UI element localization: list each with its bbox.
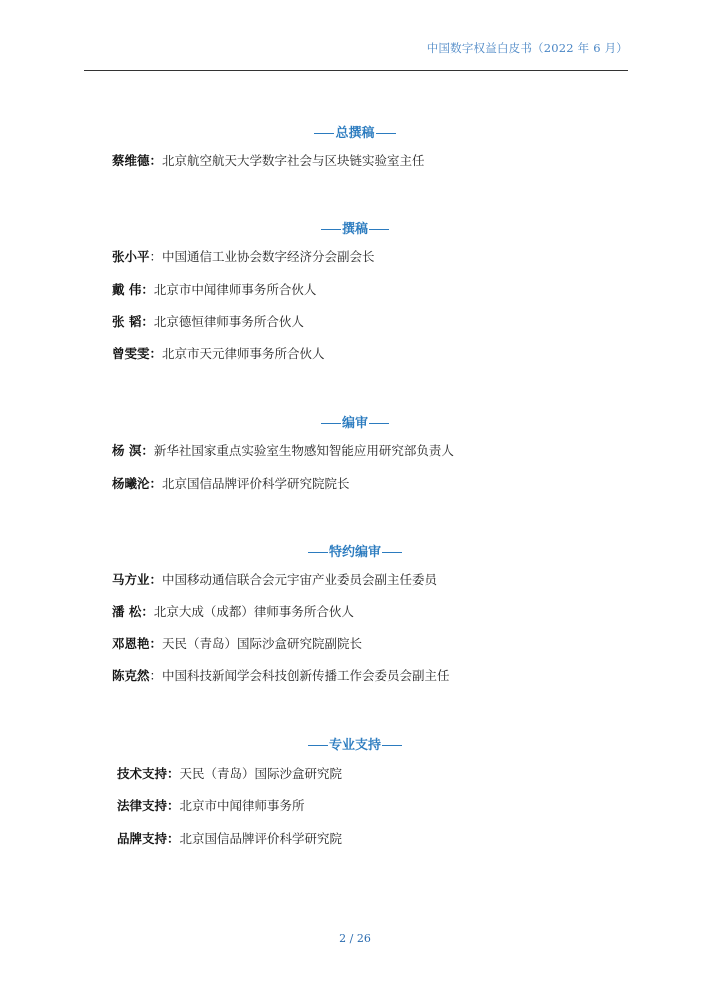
title-dash-left (314, 133, 334, 135)
credit-entry (112, 314, 304, 330)
credit-role: 中国移动通信联合会元宇宙产业委员会副主任委员 (162, 572, 438, 587)
section-title-text: 专业支持 (328, 738, 381, 753)
credit-name: 潘 松： (112, 604, 154, 619)
credit-name: 曾雯雯： (112, 346, 163, 361)
title-dash-right (382, 552, 402, 554)
credit-role: 北京国信品牌评价科学研究院院长 (162, 476, 350, 491)
credit-entry (117, 831, 342, 847)
credit-role: ：中国通信工业协会数字经济分会副会长 (149, 249, 375, 264)
section-title-text: 特约编审 (328, 545, 381, 560)
credit-entry (117, 798, 305, 814)
credit-name: 杨曦沦： (112, 476, 163, 491)
credit-name: 邓恩艳： (112, 636, 163, 651)
credit-name: 杨 溟： (112, 443, 154, 458)
credit-entry (112, 153, 425, 169)
section-title-chief-writer (0, 122, 710, 141)
credit-entry (112, 282, 316, 298)
credit-role: 天民（青岛）国际沙盒研究院副院长 (162, 636, 363, 651)
credit-name: 张小平 (112, 249, 150, 264)
credit-role: 北京市中闻律师事务所合伙人 (153, 282, 317, 297)
header-divider (84, 70, 628, 71)
credit-entry (117, 766, 342, 782)
title-dash-left (308, 745, 328, 747)
credit-name: 戴 伟： (112, 282, 154, 297)
document-header: 中国数字权益白皮书（2022 年 6 月） (426, 41, 628, 55)
title-dash-left (321, 229, 341, 231)
credit-role: 北京市天元律师事务所合伙人 (162, 346, 325, 361)
credit-role: ：中国科技新闻学会科技创新传播工作会委员会副主任 (149, 668, 450, 683)
credit-name: 张 韬： (112, 314, 154, 329)
credit-name: 技术支持： (117, 766, 180, 781)
credit-entry (112, 636, 362, 652)
credit-role: 新华社国家重点实验室生物感知智能应用研究部负责人 (153, 443, 454, 458)
section-title-text: 总撰稿 (335, 126, 375, 141)
section-title-text: 编审 (341, 416, 368, 431)
credit-entry (112, 346, 325, 362)
credit-entry (112, 572, 437, 588)
credit-entry (112, 476, 350, 492)
section-title-special-editors (0, 541, 710, 560)
credit-name: 陈克然 (112, 668, 150, 683)
credit-name: 法律支持： (117, 798, 180, 813)
title-dash-right (382, 745, 402, 747)
section-title-editors (0, 412, 710, 431)
credit-name: 蔡维德： (112, 153, 163, 168)
credit-role: 天民（青岛）国际沙盒研究院 (179, 766, 343, 781)
credit-role: 北京航空航天大学数字社会与区块链实验室主任 (162, 153, 425, 168)
title-dash-right (369, 423, 389, 425)
credit-entry (112, 443, 454, 459)
credit-entry (112, 249, 375, 265)
credit-entry (112, 604, 354, 620)
title-dash-left (308, 552, 328, 554)
credit-name: 马方业： (112, 572, 163, 587)
section-title-writers (0, 218, 710, 237)
section-title-professional-support (0, 734, 710, 753)
credit-role: 北京国信品牌评价科学研究院 (179, 831, 343, 846)
credit-name: 品牌支持： (117, 831, 180, 846)
credit-role: 北京德恒律师事务所合伙人 (153, 314, 304, 329)
title-dash-right (376, 133, 396, 135)
page-number: 2 / 26 (339, 932, 371, 945)
title-dash-right (369, 229, 389, 231)
credit-entry (112, 668, 450, 684)
title-dash-left (321, 423, 341, 425)
credit-role: 北京大成（成都）律师事务所合伙人 (153, 604, 354, 619)
credit-role: 北京市中闻律师事务所 (179, 798, 305, 813)
section-title-text: 撰稿 (341, 222, 368, 237)
